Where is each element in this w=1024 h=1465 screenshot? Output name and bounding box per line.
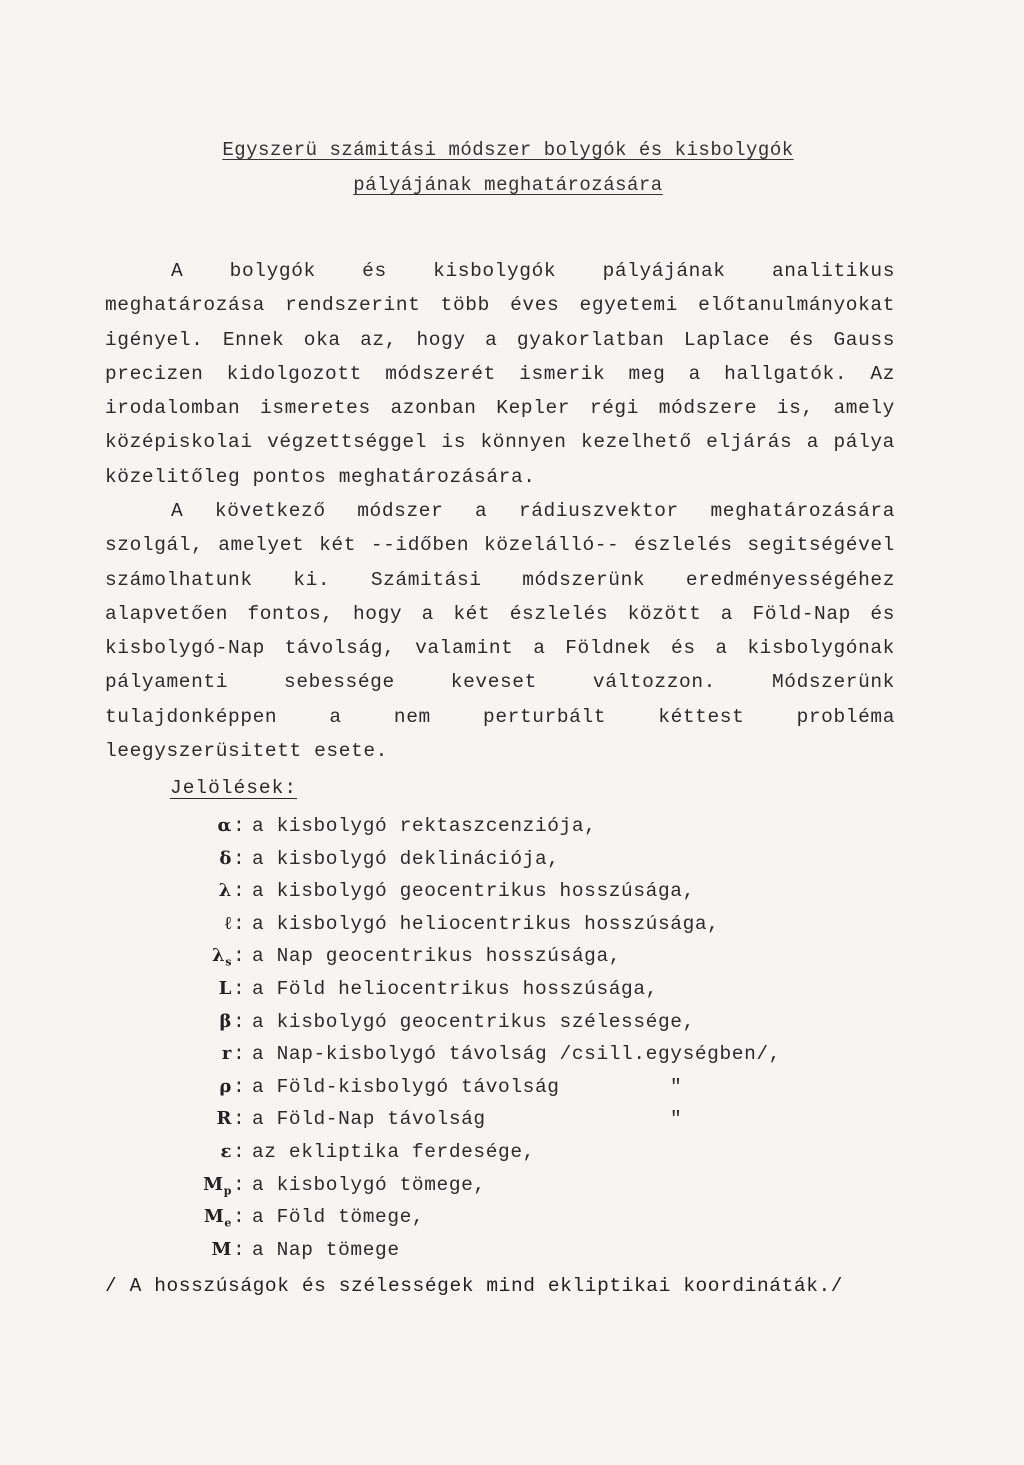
notation-row xyxy=(160,978,860,1011)
notation-symbol: λ xyxy=(218,880,232,902)
notation-row xyxy=(160,1239,860,1272)
notation-description: a Nap tömege xyxy=(252,1238,400,1261)
notation-symbol: ρ xyxy=(219,1075,232,1097)
notation-colon: : xyxy=(233,847,246,870)
notation-colon: : xyxy=(233,912,246,935)
notation-colon: : xyxy=(233,1043,246,1066)
notation-symbol: δ xyxy=(219,847,232,869)
notation-description: a Föld tömege, xyxy=(252,1206,425,1229)
notation-description: a kisbolygó geocentrikus szélessége, xyxy=(252,1010,695,1033)
notation-colon: : xyxy=(233,815,246,837)
title-line-2: pályájának meghatározására xyxy=(353,174,663,196)
notation-row xyxy=(160,1076,860,1109)
paragraph-method: A következő módszer a rádiuszvektor meghatározására szolgál, amelyet két --időben közelálló-- észlelés segitségével számolhatunk ki. Számitási módszerünk eredményességéhez alapvetően fontos, hogy a két észlelés között a Föld-Nap és kisbolygó-Nap távolság, valamint a Földnek és a kisbolygónak pályamenti sebessége keveset változzon. Módszerünk tulajdonképpen a nem perturbált kéttest probléma leegyszerüsitett esete. xyxy=(105,500,895,763)
notation-description: a kisbolygó rektaszcenziója, xyxy=(252,815,597,837)
notation-colon: : xyxy=(233,1108,246,1131)
paragraph-intro: A bolygók és kisbolygók pályájának analitikus meghatározása rendszerint több éves egyetemi előtanulmányokat igényel. Ennek oka az, hogy a gyakorlatban Laplace és Gauss precizen kidolgozott módszerét ismerik meg a hallgatók. Az irodalomban ismeretes azonban Kepler régi módszere is, amely középiskolai végzettséggel is könnyen kezelhető eljárás a pálya közelitőleg pontos meghatározására. xyxy=(105,260,895,488)
notation-colon: : xyxy=(233,978,246,1000)
notation-description: a Föld-Nap távolság xyxy=(252,1108,486,1131)
notation-row xyxy=(160,815,860,848)
notation-row xyxy=(160,1108,860,1141)
notation-symbol: α xyxy=(217,815,232,836)
notation-symbol: R xyxy=(216,1108,232,1130)
notation-row xyxy=(160,1141,860,1174)
notation-colon: : xyxy=(233,1173,246,1196)
notation-colon: : xyxy=(233,1238,246,1261)
notation-description: a Föld-kisbolygó távolság xyxy=(252,1075,560,1098)
notation-symbol: ε xyxy=(220,1141,232,1162)
notation-row xyxy=(160,1043,860,1076)
notation-row xyxy=(160,880,860,913)
notation-description: a kisbolygó geocentrikus hosszúsága, xyxy=(252,880,695,903)
notation-row xyxy=(160,1011,860,1044)
notation-colon: : xyxy=(233,1075,246,1098)
title-line-1: Egyszerü számitási módszer bolygók és kisbolygók xyxy=(222,139,794,161)
notation-colon: : xyxy=(233,945,246,968)
notation-symbol: r xyxy=(221,1043,232,1065)
notation-description: a Nap geocentrikus hosszúsága, xyxy=(252,945,622,968)
notation-row xyxy=(160,848,860,881)
notation-symbol: L xyxy=(218,978,232,999)
notation-description: a kisbolygó tömege, xyxy=(252,1173,486,1196)
notation-description: az ekliptika ferdesége, xyxy=(252,1141,535,1163)
notation-symbol: M xyxy=(211,1238,232,1260)
notation-symbol: β xyxy=(219,1010,232,1032)
ditto-mark: " xyxy=(670,1108,683,1131)
notation-colon: : xyxy=(233,1206,246,1229)
ditto-mark: " xyxy=(670,1075,683,1098)
notation-colon: : xyxy=(233,1010,246,1033)
notation-symbol: $M_e$ xyxy=(203,1206,232,1230)
footer-note: / A hosszúságok és szélességek mind ekliptikai koordináták./ xyxy=(105,1275,844,1297)
notation-colon: : xyxy=(233,1141,246,1163)
notation-symbol: ℓ xyxy=(224,912,232,934)
notation-symbol: $\lambda_s$ xyxy=(211,945,232,969)
notation-symbol: $M_p$ xyxy=(203,1173,232,1198)
notation-row xyxy=(160,945,860,978)
notation-description: a Föld heliocentrikus hosszúsága, xyxy=(252,978,658,1000)
notation-description: a Nap-kisbolygó távolság /csill.egységben/, xyxy=(252,1043,781,1066)
notation-description: a kisbolygó heliocentrikus hosszúsága, xyxy=(252,912,720,935)
notation-row xyxy=(160,1174,860,1207)
notation-row xyxy=(160,913,860,946)
notation-colon: : xyxy=(233,880,246,903)
notation-description: a kisbolygó deklinációja, xyxy=(252,847,560,870)
notation-row xyxy=(160,1206,860,1239)
notation-heading: Jelölések: xyxy=(170,777,298,799)
